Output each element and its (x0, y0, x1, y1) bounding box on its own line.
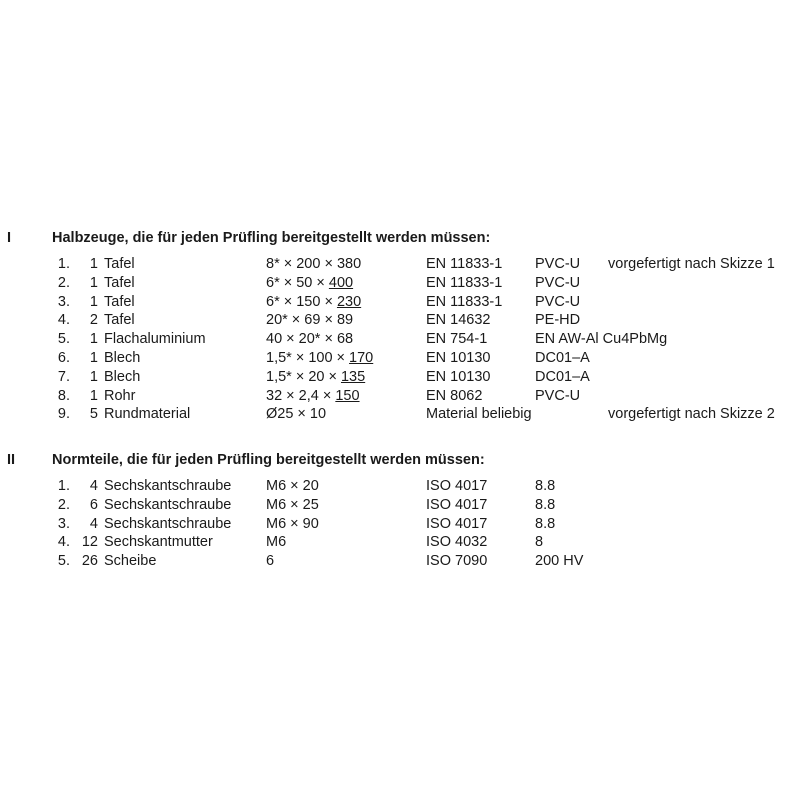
item-dimensions-text: 8* × 200 × 380 (266, 256, 362, 272)
item-dimensions-text: 40 × 20* × 68 (266, 331, 354, 348)
item-material: PVC-U (535, 293, 581, 310)
list-item (0, 311, 800, 330)
item-dimensions (266, 515, 319, 534)
item-standard: EN 14632 (426, 312, 491, 329)
parts-list (0, 255, 800, 424)
item-standard: EN 10130 (426, 349, 491, 366)
item-name: Sechskantschraube (104, 478, 232, 494)
item-dimensions (266, 552, 274, 571)
section-number: II (7, 452, 16, 468)
item-standard: ISO 4017 (426, 515, 488, 532)
item-number: 8. (57, 387, 70, 404)
item-dimensions (266, 330, 353, 349)
list-item (0, 368, 800, 387)
item-dimensions (266, 311, 353, 330)
item-dimensions-text: 32 × 2,4 × (266, 387, 336, 404)
item-quantity: 5 (89, 406, 98, 423)
item-quantity: 1 (89, 349, 98, 366)
item-dimensions (266, 349, 373, 368)
item-material: PVC-U (535, 274, 581, 291)
list-item (0, 496, 800, 515)
item-number: 2. (57, 274, 70, 291)
list-item (0, 552, 800, 571)
item-quantity: 1 (89, 387, 98, 404)
item-number: 5. (57, 553, 70, 570)
item-name: Sechskantmutter (104, 534, 213, 551)
item-material: PVC-U (535, 256, 581, 272)
section-number: I (7, 230, 12, 246)
item-standard: EN 10130 (426, 368, 491, 385)
item-standard: Material beliebig (426, 406, 532, 423)
item-dimensions (266, 477, 319, 496)
list-item (0, 533, 800, 552)
item-dimensions-text: 1,5* × 20 × (266, 368, 341, 385)
item-name: Blech (104, 349, 141, 366)
item-dimensions-text: Ø25 × 10 (266, 406, 327, 423)
item-dimensions (266, 274, 353, 293)
item-number: 4. (57, 312, 70, 329)
item-name: Blech (104, 368, 141, 385)
item-number: 3. (57, 293, 70, 310)
item-name: Sechskantschraube (104, 515, 232, 532)
item-number: 1. (57, 478, 70, 494)
item-dimensions (266, 293, 361, 312)
item-name: Sechskantschraube (104, 496, 232, 513)
item-material: 8.8 (535, 515, 556, 532)
item-dimensions-text: 6* × 50 × (266, 274, 329, 291)
item-material: 200 HV (535, 553, 584, 570)
item-number: 6. (57, 349, 70, 366)
item-quantity: 1 (89, 331, 98, 348)
item-dimensions (266, 255, 361, 274)
item-name: Tafel (104, 256, 135, 272)
item-dimensions-length: 230 (336, 293, 362, 310)
item-material: DC01–A (535, 349, 590, 366)
item-number: 7. (57, 368, 70, 385)
item-standard: EN 11833-1 (426, 274, 503, 291)
item-quantity: 4 (89, 478, 98, 494)
section-title: Halbzeuge, die für jeden Prüfling bereitgestellt werden müssen: (52, 230, 491, 246)
item-standard: ISO 4032 (426, 534, 488, 551)
item-material: PE-HD (535, 312, 581, 329)
item-dimensions-text: 1,5* × 100 × (266, 349, 350, 366)
item-dimensions-text: M6 × 20 (266, 478, 319, 494)
item-number: 9. (57, 406, 70, 423)
item-material: DC01–A (535, 368, 590, 385)
item-quantity: 4 (89, 515, 98, 532)
item-note: vorgefertigt nach Skizze 2 (608, 406, 775, 423)
item-standard: EN 11833-1 (426, 293, 503, 310)
item-dimensions-text: M6 × 90 (266, 515, 319, 532)
item-quantity: 1 (89, 293, 98, 310)
item-name: Rohr (104, 387, 136, 404)
item-dimensions (266, 496, 319, 515)
item-dimensions (266, 368, 365, 387)
list-item (0, 515, 800, 534)
section-title: Normteile, die für jeden Prüfling bereitgestellt werden müssen: (52, 452, 485, 468)
item-name: Flachaluminium (104, 331, 206, 348)
item-name: Tafel (104, 293, 135, 310)
item-dimensions-text: 20* × 69 × 89 (266, 312, 354, 329)
item-standard: ISO 7090 (426, 553, 488, 570)
item-standard: ISO 4017 (426, 496, 488, 513)
item-quantity: 2 (89, 312, 98, 329)
item-number: 3. (57, 515, 70, 532)
item-name: Tafel (104, 312, 135, 329)
item-dimensions-length: 400 (328, 274, 354, 291)
item-standard: EN 754-1 (426, 331, 488, 348)
item-standard: ISO 4017 (426, 478, 488, 494)
item-material: 8.8 (535, 478, 556, 494)
item-dimensions-text: M6 × 25 (266, 496, 319, 513)
list-item (0, 274, 800, 293)
item-number: 4. (57, 534, 70, 551)
item-number: 1. (57, 256, 70, 272)
item-standard: EN 11833-1 (426, 256, 503, 272)
item-dimensions (266, 533, 286, 552)
list-item (0, 405, 800, 424)
item-dimensions-length: 150 (335, 387, 360, 404)
item-quantity: 1 (89, 274, 98, 291)
item-name: Scheibe (104, 553, 157, 570)
item-quantity: 1 (89, 256, 98, 272)
list-item (0, 387, 800, 406)
item-dimensions-text: 6 (266, 553, 275, 570)
item-dimensions-text: 6* × 150 × (266, 293, 337, 310)
item-quantity: 1 (89, 368, 98, 385)
item-number: 2. (57, 496, 70, 513)
list-item (0, 330, 800, 349)
item-name: Tafel (104, 274, 135, 291)
item-material: 8 (535, 534, 544, 551)
item-dimensions (266, 387, 360, 406)
parts-list (0, 477, 800, 571)
list-item (0, 255, 800, 274)
item-material: 8.8 (535, 496, 556, 513)
item-standard: EN 8062 (426, 387, 483, 404)
list-item (0, 293, 800, 312)
item-name: Rundmaterial (104, 406, 191, 423)
item-dimensions-text: M6 (266, 534, 287, 551)
item-material: PVC-U (535, 387, 581, 404)
item-number: 5. (57, 331, 70, 348)
item-dimensions-length: 135 (340, 368, 366, 385)
item-dimensions (266, 405, 326, 424)
item-quantity: 12 (81, 534, 98, 551)
item-dimensions-length: 170 (349, 349, 374, 366)
list-item (0, 349, 800, 368)
item-note: vorgefertigt nach Skizze 1 (608, 256, 775, 272)
item-quantity: 6 (89, 496, 98, 513)
item-material: EN AW-Al Cu4PbMg (535, 331, 668, 348)
item-quantity: 26 (81, 553, 98, 570)
list-item (0, 477, 800, 496)
